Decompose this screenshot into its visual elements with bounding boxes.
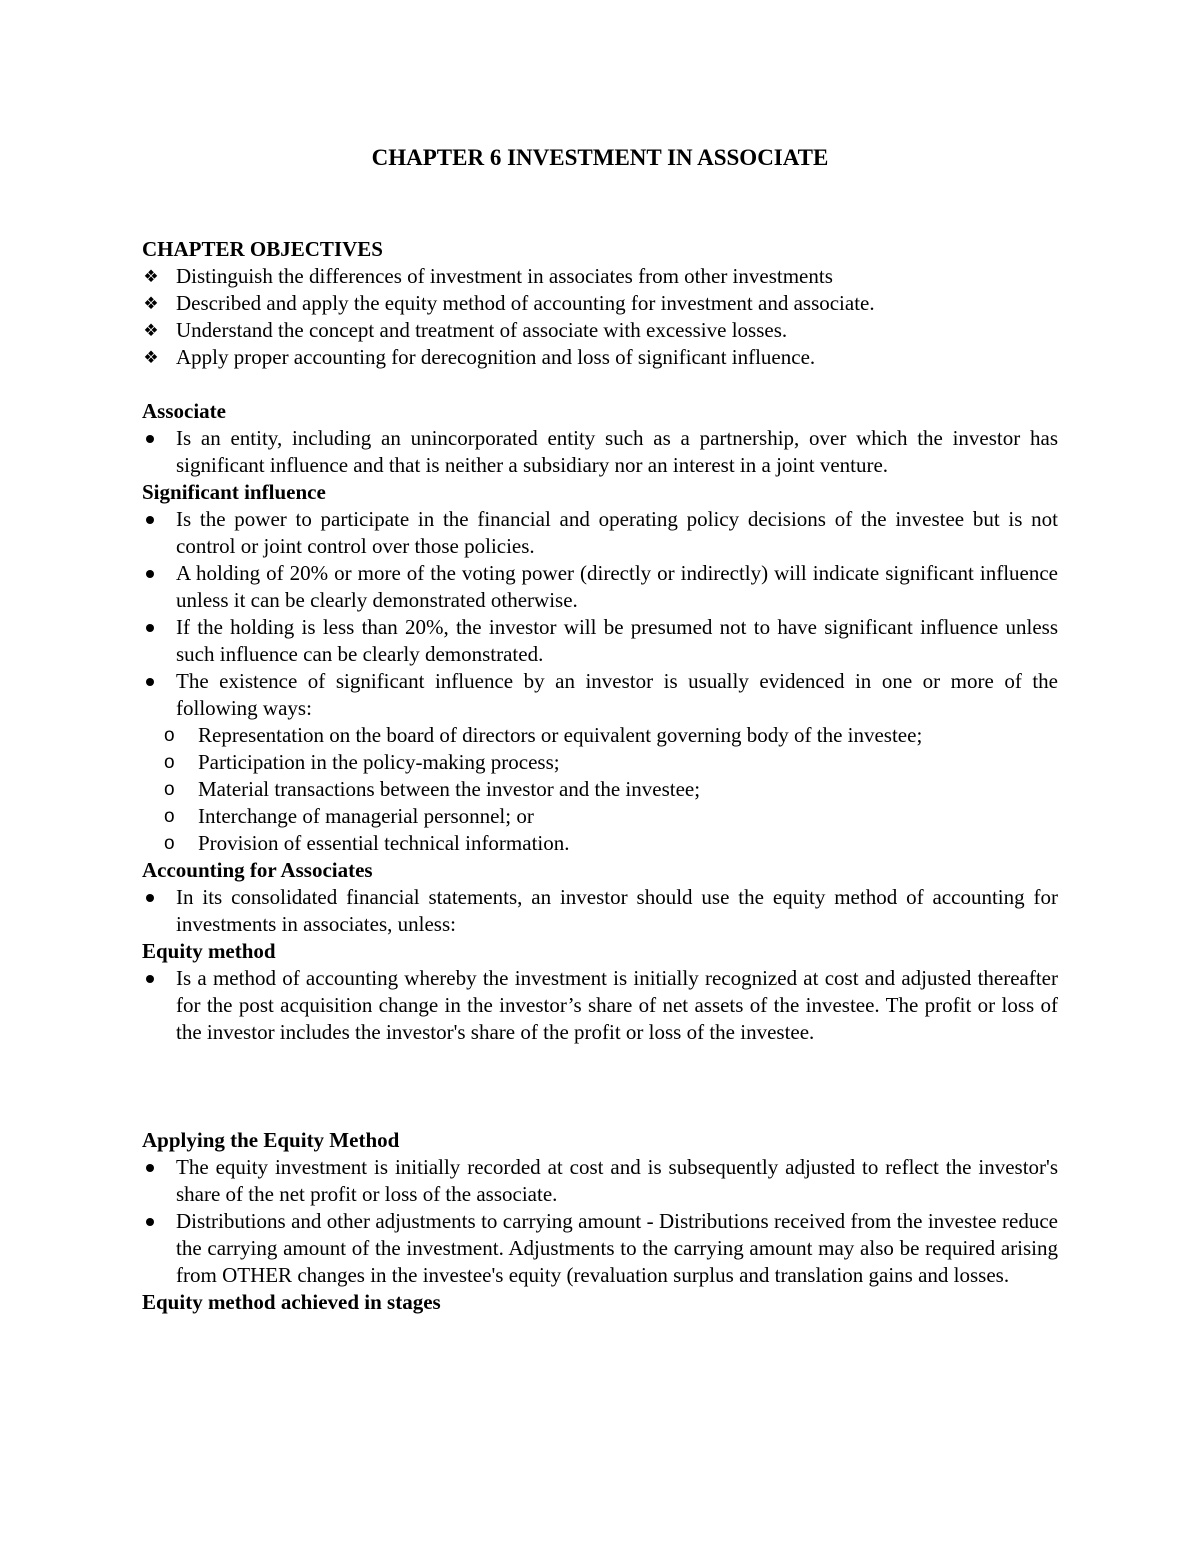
list-item [142, 614, 1058, 668]
objective-text: Described and apply the equity method of accounting for investment and associate. [176, 291, 875, 315]
associate-list [142, 425, 1058, 479]
stages-heading: Equity method achieved in stages [142, 1290, 441, 1314]
item-text: Material transactions between the investor and the investee; [198, 777, 701, 801]
accounting-list [142, 884, 1058, 938]
objective-text: Understand the concept and treatment of associate with excessive losses. [176, 318, 788, 342]
circle-bullet-icon: o [164, 833, 175, 854]
list-item [142, 290, 1058, 317]
circle-bullet-icon: o [164, 752, 175, 773]
diamond-bullet-icon: ❖ [143, 321, 159, 340]
list-item [142, 317, 1058, 344]
significant-influence-list [142, 506, 1058, 722]
list-item [142, 749, 1058, 776]
item-text: Participation in the policy-making process; [198, 750, 560, 774]
list-item [142, 722, 1058, 749]
associate-heading: Associate [142, 399, 226, 423]
list-item [142, 830, 1058, 857]
item-text: Provision of essential technical information. [198, 831, 570, 855]
chapter-title: CHAPTER 6 INVESTMENT IN ASSOCIATE [371, 145, 829, 170]
equity-method-heading: Equity method [142, 939, 276, 963]
accounting-heading: Accounting for Associates [142, 858, 373, 882]
applying-heading: Applying the Equity Method [142, 1128, 400, 1152]
diamond-bullet-icon: ❖ [143, 294, 159, 313]
objectives-list [142, 263, 1058, 371]
list-item [142, 884, 1058, 938]
list-item [142, 344, 1058, 371]
spacer [142, 1046, 1058, 1127]
list-item [142, 560, 1058, 614]
list-item [142, 776, 1058, 803]
evidence-sublist [142, 722, 1058, 857]
circle-bullet-icon: o [164, 779, 175, 800]
objectives-heading: CHAPTER OBJECTIVES [142, 237, 383, 261]
equity-method-list [142, 965, 1058, 1046]
item-text: In its consolidated financial statements, an investor should use the equity method of accounting for investments in associates, unless: [176, 885, 1058, 936]
item-text: The equity investment is initially recorded at cost and is subsequently adjusted to reflect the investor's share of the net profit or loss of the associate. [176, 1155, 1058, 1206]
list-item [142, 668, 1058, 722]
list-item [142, 1154, 1058, 1208]
list-item [142, 263, 1058, 290]
diamond-bullet-icon: ❖ [143, 348, 159, 367]
circle-bullet-icon: o [164, 806, 175, 827]
item-text: Is the power to participate in the financial and operating policy decisions of the investee but is not control or joint control over those policies. [176, 507, 1058, 558]
item-text: Is a method of accounting whereby the investment is initially recognized at cost and adjusted thereafter for the post acquisition change in the investor’s share of net assets of the investee. The profit or loss of the investor includes the investor's share of the profit or loss of the investee. [176, 966, 1058, 1044]
item-text: If the holding is less than 20%, the investor will be presumed not to have significant influence unless such influence can be clearly demonstrated. [176, 615, 1058, 666]
list-item [142, 803, 1058, 830]
item-text: The existence of significant influence by an investor is usually evidenced in one or more of the following ways: [176, 669, 1058, 720]
circle-bullet-icon: o [164, 725, 175, 746]
item-text: Representation on the board of directors or equivalent governing body of the investee; [198, 723, 923, 747]
diamond-bullet-icon: ❖ [143, 267, 159, 286]
list-item [142, 506, 1058, 560]
document-body [142, 236, 1058, 1316]
list-item [142, 425, 1058, 479]
item-text: Distributions and other adjustments to carrying amount - Distributions received from the investee reduce the carrying amount of the investment. Adjustments to the carrying amount may also be required arising from OTHER changes in the investee's equity (revaluation surplus and translation gains and losses. [176, 1209, 1058, 1287]
spacer [142, 371, 1058, 398]
item-text: A holding of 20% or more of the voting power (directly or indirectly) will indicate significant influence unless it can be clearly demonstrated otherwise. [176, 561, 1058, 612]
item-text: Is an entity, including an unincorporated entity such as a partnership, over which the investor has significant influence and that is neither a subsidiary nor an interest in a joint venture. [176, 426, 1058, 477]
objective-text: Apply proper accounting for derecognition and loss of significant influence. [176, 345, 816, 369]
applying-list [142, 1154, 1058, 1289]
objective-text: Distinguish the differences of investment in associates from other investments [176, 264, 833, 288]
item-text: Interchange of managerial personnel; or [198, 804, 534, 828]
list-item [142, 1208, 1058, 1289]
list-item [142, 965, 1058, 1046]
significant-influence-heading: Significant influence [142, 480, 326, 504]
